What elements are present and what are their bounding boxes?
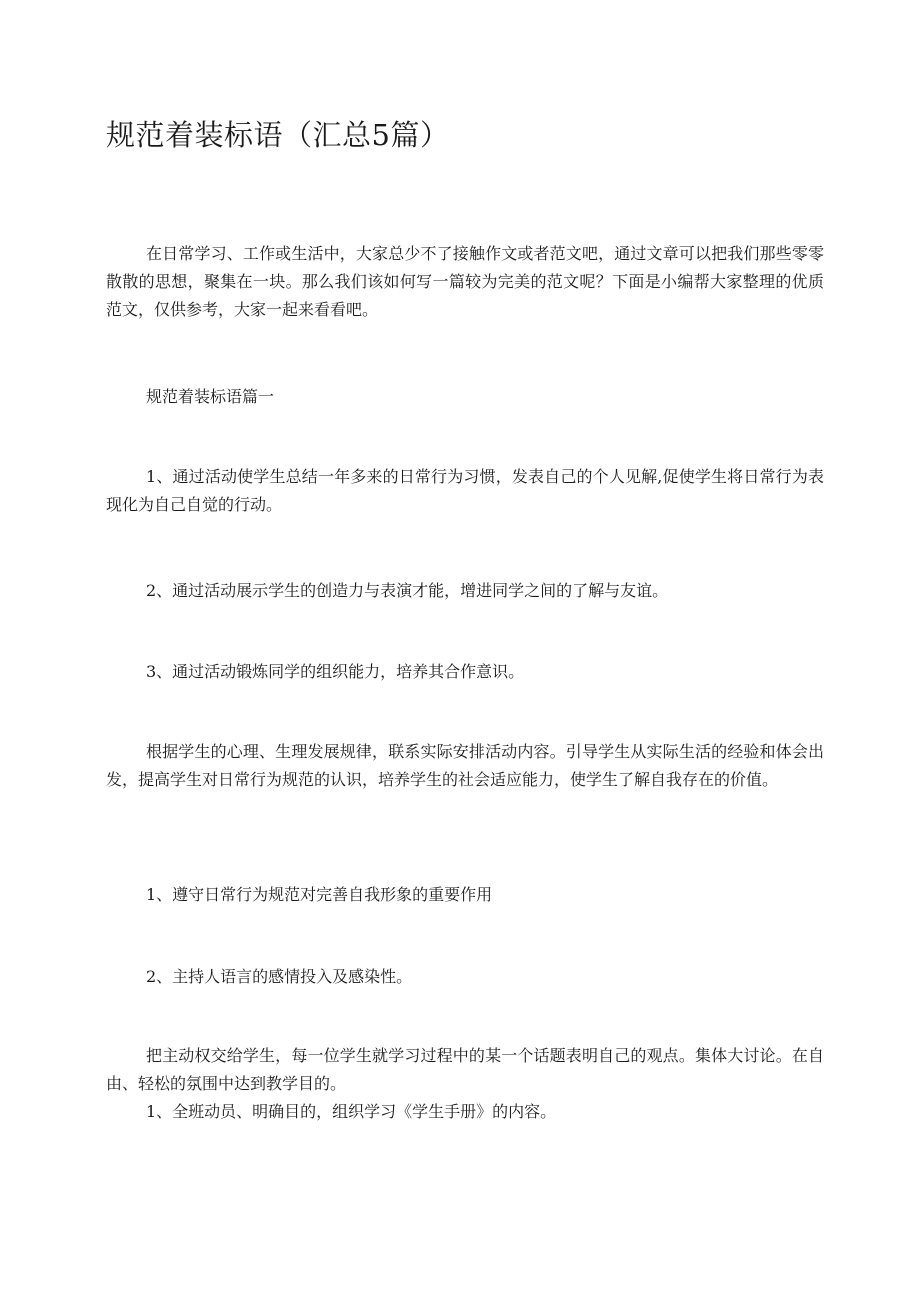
list-item: 1、遵守日常行为规范对完善自我形象的重要作用: [146, 885, 493, 904]
intro-paragraph: 在日常学习、工作或生活中，大家总少不了接触作文或者范文吧，通过文章可以把我们那些零零散散的思想，聚集在一块。那么我们该如何写一篇较为完美的范文呢？下面是小编帮大家整理的优质范文，仅供参考，大家一起来看看吧。: [106, 244, 824, 319]
list-item: 3、通过活动锻炼同学的组织能力，培养其合作意识。: [146, 662, 525, 681]
list-item: 1、通过活动使学生总结一年多来的日常行为习惯，发表自己的个人见解,促使学生将日常行为表现化为自己自觉的行动。: [106, 467, 824, 514]
list-item: 2、通过活动展示学生的创造力与表演才能，增进同学之间的了解与友谊。: [146, 581, 669, 600]
section-heading: 规范着装标语篇一: [146, 387, 275, 406]
body-paragraph: 把主动权交给学生，每一位学生就学习过程中的某一个话题表明自己的观点。集体大讨论。在自由、轻松的氛围中达到教学目的。: [106, 1046, 824, 1093]
list-item: 1、全班动员、明确目的，组织学习《学生手册》的内容。: [146, 1102, 557, 1121]
document-title: 规范着装标语（汇总5篇）: [106, 118, 450, 152]
body-paragraph: 根据学生的心理、生理发展规律，联系实际安排活动内容。引导学生从实际生活的经验和体会出发，提高学生对日常行为规范的认识，培养学生的社会适应能力，使学生了解自我存在的价值。: [106, 742, 824, 789]
list-item: 2、主持人语言的感情投入及感染性。: [146, 967, 413, 986]
